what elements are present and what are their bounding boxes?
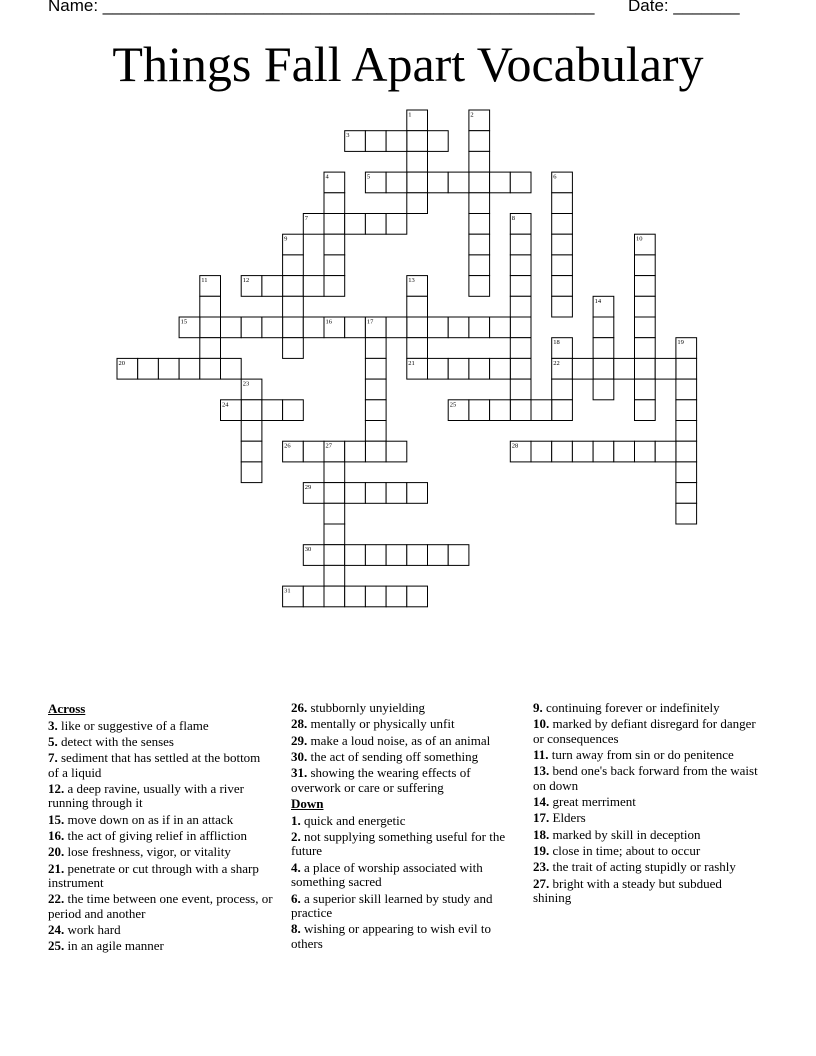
cell-number: 8 <box>511 215 516 222</box>
grid-cell[interactable] <box>262 317 283 338</box>
grid-cell[interactable] <box>655 441 676 462</box>
grid-cell[interactable] <box>510 338 531 359</box>
down-clue <box>533 701 763 716</box>
grid-cell[interactable] <box>552 296 573 317</box>
grid-cell[interactable] <box>200 338 221 359</box>
down-heading: Down <box>291 796 324 812</box>
cell-number: 13 <box>408 277 415 285</box>
cell-number: 5 <box>366 173 371 181</box>
clue-number: 15. <box>48 811 65 827</box>
cell-number: 6 <box>553 173 557 181</box>
clue-number: 8. <box>291 921 301 937</box>
grid-cell[interactable] <box>345 214 366 235</box>
across-clue <box>291 701 516 716</box>
grid-cell[interactable] <box>469 276 490 297</box>
clue-text: detect with the senses <box>61 733 174 749</box>
grid-cell[interactable] <box>655 358 676 379</box>
grid-cell[interactable] <box>324 524 345 545</box>
grid-cell[interactable] <box>324 193 345 214</box>
grid-cell[interactable] <box>531 441 552 462</box>
grid-cell[interactable] <box>365 586 386 607</box>
clue-number: 5. <box>48 733 58 749</box>
clue-number: 13. <box>533 763 550 779</box>
grid-cell[interactable] <box>283 296 304 317</box>
cell-number: 23 <box>242 380 250 388</box>
down-clue <box>533 795 763 810</box>
grid-cell[interactable] <box>365 421 386 442</box>
clue-number: 10. <box>533 716 550 732</box>
grid-cell[interactable] <box>365 400 386 421</box>
clue-text: make a loud noise, as of an animal <box>310 732 491 748</box>
clue-text: bright with a steady but subdued shining <box>533 875 722 906</box>
cell-number: 7 <box>304 215 309 222</box>
cell-number: 29 <box>304 484 312 492</box>
grid-cell[interactable] <box>593 317 614 338</box>
grid-cell[interactable] <box>303 317 324 338</box>
grid-cell[interactable] <box>448 317 469 338</box>
grid-cell[interactable] <box>676 358 697 379</box>
clue-text: the time between one event, process, or period and another <box>48 891 273 921</box>
grid-cell[interactable] <box>241 317 262 338</box>
grid-cell[interactable] <box>345 317 366 338</box>
clue-text: the trait of acting stupidly or rashly <box>552 859 736 875</box>
grid-cell[interactable] <box>510 296 531 317</box>
clue-text: showing the wearing effects of overwork or care or suffering <box>291 765 471 795</box>
grid-cell[interactable] <box>324 462 345 483</box>
across-clue <box>48 751 273 780</box>
clue-number: 26. <box>291 700 308 715</box>
grid-cell[interactable] <box>676 503 697 524</box>
grid-cell[interactable] <box>262 400 283 421</box>
grid-cell[interactable] <box>510 276 531 297</box>
cell-number: 25 <box>449 401 457 409</box>
grid-cell[interactable] <box>676 483 697 504</box>
grid-cell[interactable] <box>593 379 614 400</box>
clue-number: 19. <box>533 843 550 859</box>
grid-cell[interactable] <box>552 193 573 214</box>
grid-cell[interactable] <box>407 172 428 193</box>
clue-text: in an agile manner <box>67 938 164 954</box>
grid-cell[interactable] <box>428 317 449 338</box>
clue-text: continuing forever or indefinitely <box>546 700 720 715</box>
grid-cell[interactable] <box>386 317 407 338</box>
name-field[interactable]: Name: ____________________________________________________ <box>48 0 595 15</box>
grid-cell[interactable] <box>386 172 407 193</box>
grid-cell[interactable] <box>510 379 531 400</box>
clue-number: 21. <box>48 860 65 876</box>
clue-column-3 <box>533 701 763 907</box>
cell-number: 10 <box>636 235 643 243</box>
grid-cell[interactable] <box>365 483 386 504</box>
grid-cell[interactable] <box>407 545 428 566</box>
grid-cell[interactable] <box>303 276 324 297</box>
cell-number: 22 <box>553 359 560 367</box>
grid-cell[interactable] <box>386 131 407 152</box>
clue-number: 9. <box>533 700 543 715</box>
clue-number: 18. <box>533 826 550 842</box>
clue-number: 17. <box>533 810 550 826</box>
clue-text: a place of worship associated with something sacred <box>291 859 483 890</box>
clue-number: 4. <box>291 859 301 875</box>
grid-cell[interactable] <box>283 400 304 421</box>
clue-number: 28. <box>291 716 308 732</box>
cell-number: 15 <box>180 318 188 326</box>
across-clue <box>48 892 273 921</box>
grid-cell[interactable] <box>552 214 573 235</box>
grid-cell[interactable] <box>241 462 262 483</box>
grid-cell[interactable] <box>345 545 366 566</box>
grid-cell[interactable] <box>510 234 531 255</box>
grid-cell[interactable] <box>510 317 531 338</box>
cell-number: 18 <box>553 339 560 347</box>
grid-cell[interactable] <box>200 317 221 338</box>
down-clue <box>533 860 763 875</box>
grid-cell[interactable] <box>469 317 490 338</box>
grid-cell[interactable] <box>490 400 511 421</box>
across-clue <box>48 939 273 954</box>
down-clue <box>291 892 516 921</box>
grid-cell[interactable] <box>510 358 531 379</box>
down-clue <box>291 861 516 890</box>
grid-cell[interactable] <box>676 462 697 483</box>
grid-cell[interactable] <box>283 317 304 338</box>
grid-cell[interactable] <box>324 255 345 276</box>
grid-cell[interactable] <box>469 214 490 235</box>
grid-cell[interactable] <box>365 545 386 566</box>
clue-number: 14. <box>533 794 550 810</box>
grid-cell[interactable] <box>676 379 697 400</box>
grid-cell[interactable] <box>572 358 593 379</box>
grid-cell[interactable] <box>324 276 345 297</box>
grid-cell[interactable] <box>200 358 221 379</box>
grid-cell[interactable] <box>490 317 511 338</box>
grid-cell[interactable] <box>552 234 573 255</box>
across-heading: Across <box>48 701 86 716</box>
clue-text: the act of giving relief in affliction <box>67 827 248 843</box>
clue-number: 30. <box>291 748 308 764</box>
across-clue <box>48 862 273 891</box>
grid-cell[interactable] <box>345 483 366 504</box>
cell-number: 2 <box>470 111 474 119</box>
cell-number: 12 <box>242 277 250 285</box>
down-clue <box>533 811 763 826</box>
clue-text: the act of sending off something <box>310 748 479 764</box>
clue-column-2 <box>291 701 516 953</box>
clue-number: 7. <box>48 750 58 766</box>
across-clue <box>291 734 516 749</box>
grid-cell[interactable] <box>676 400 697 421</box>
grid-cell[interactable] <box>407 193 428 214</box>
clue-text: Elders <box>552 810 586 826</box>
grid-cell[interactable] <box>448 172 469 193</box>
grid-cell[interactable] <box>365 358 386 379</box>
clue-column-1 <box>48 700 273 956</box>
grid-cell[interactable] <box>283 338 304 359</box>
grid-cell[interactable] <box>531 400 552 421</box>
across-clue <box>48 923 273 938</box>
clue-text: quick and energetic <box>304 812 406 828</box>
across-clue <box>48 782 273 811</box>
grid-cell[interactable] <box>386 441 407 462</box>
across-clue <box>48 719 273 734</box>
grid-cell[interactable] <box>635 296 656 317</box>
clue-text: sediment that has settled at the bottom of a liquid <box>48 750 261 780</box>
grid-cell[interactable] <box>469 172 490 193</box>
grid-cell[interactable] <box>510 172 531 193</box>
grid-cell[interactable] <box>324 234 345 255</box>
grid-cell[interactable] <box>324 214 345 235</box>
grid-cell[interactable] <box>614 358 635 379</box>
grid-cell[interactable] <box>469 255 490 276</box>
clue-text: turn away from sin or do penitence <box>551 747 734 763</box>
grid-cell[interactable] <box>345 586 366 607</box>
clue-number: 27. <box>533 875 550 891</box>
grid-cell[interactable] <box>303 586 324 607</box>
cell-number: 19 <box>677 339 684 347</box>
clue-number: 2. <box>291 828 301 844</box>
grid-cell[interactable] <box>324 503 345 524</box>
grid-cell[interactable] <box>324 545 345 566</box>
grid-cell[interactable] <box>200 296 221 317</box>
clue-number: 3. <box>48 717 58 733</box>
clue-number: 23. <box>533 859 550 875</box>
clue-text: not supplying something useful for the future <box>291 828 506 859</box>
grid-cell[interactable] <box>428 358 449 379</box>
grid-cell[interactable] <box>324 586 345 607</box>
grid-cell[interactable] <box>469 193 490 214</box>
down-clue <box>533 748 763 763</box>
grid-cell[interactable] <box>635 276 656 297</box>
grid-cell[interactable] <box>365 131 386 152</box>
grid-cell[interactable] <box>365 214 386 235</box>
cell-number: 16 <box>325 318 332 326</box>
down-clue <box>291 922 516 951</box>
grid-cell[interactable] <box>572 441 593 462</box>
grid-cell[interactable] <box>552 441 573 462</box>
down-clue <box>533 877 763 906</box>
grid-cell[interactable] <box>635 400 656 421</box>
grid-cell[interactable] <box>324 483 345 504</box>
grid-cell[interactable] <box>386 483 407 504</box>
grid-cell[interactable] <box>676 441 697 462</box>
clue-number: 11. <box>533 747 549 763</box>
cell-number: 21 <box>408 359 415 367</box>
across-clue <box>48 813 273 828</box>
across-clue <box>291 750 516 765</box>
grid-cell[interactable] <box>241 441 262 462</box>
clue-number: 12. <box>48 780 65 796</box>
down-clue <box>533 764 763 793</box>
clue-number: 24. <box>48 922 65 938</box>
cell-number: 3 <box>346 132 350 140</box>
grid-cell[interactable] <box>386 586 407 607</box>
grid-cell[interactable] <box>138 358 159 379</box>
clue-number: 29. <box>291 732 308 748</box>
grid-cell[interactable] <box>221 358 242 379</box>
clue-text: marked by skill in deception <box>552 826 701 842</box>
grid-cell[interactable] <box>593 441 614 462</box>
grid-cell[interactable] <box>428 545 449 566</box>
grid-cell[interactable] <box>490 172 511 193</box>
clue-number: 1. <box>291 812 301 828</box>
grid-cell[interactable] <box>635 379 656 400</box>
cell-number: 9 <box>284 235 288 243</box>
grid-cell[interactable] <box>407 296 428 317</box>
grid-cell[interactable] <box>179 358 200 379</box>
clue-number: 31. <box>291 765 308 781</box>
grid-cell[interactable] <box>635 441 656 462</box>
cell-number: 11 <box>201 277 208 285</box>
grid-cell[interactable] <box>510 255 531 276</box>
down-clue <box>533 844 763 859</box>
grid-cell[interactable] <box>407 338 428 359</box>
grid-cell[interactable] <box>221 317 242 338</box>
grid-cell[interactable] <box>635 338 656 359</box>
clue-text: a superior skill learned by study and practice <box>291 890 493 921</box>
grid-cell[interactable] <box>407 317 428 338</box>
grid-cell[interactable] <box>407 483 428 504</box>
grid-cell[interactable] <box>635 255 656 276</box>
clue-text: close in time; about to occur <box>552 843 701 859</box>
across-clue <box>48 845 273 860</box>
grid-cell[interactable] <box>552 379 573 400</box>
grid-cell[interactable] <box>593 338 614 359</box>
down-clue <box>291 830 516 859</box>
grid-cell[interactable] <box>552 276 573 297</box>
grid-cell[interactable] <box>448 545 469 566</box>
grid-cell[interactable] <box>407 151 428 172</box>
grid-cell[interactable] <box>386 214 407 235</box>
grid-cell[interactable] <box>635 358 656 379</box>
grid-cell[interactable] <box>283 255 304 276</box>
cell-number: 26 <box>284 442 291 450</box>
cell-number: 27 <box>325 442 332 450</box>
grid-cell[interactable] <box>676 421 697 442</box>
grid-cell[interactable] <box>448 358 469 379</box>
grid-cell[interactable] <box>303 441 324 462</box>
grid-cell[interactable] <box>365 338 386 359</box>
grid-cell[interactable] <box>428 172 449 193</box>
grid-cell[interactable] <box>469 234 490 255</box>
across-clue <box>291 766 516 795</box>
clue-text: mentally or physically unfit <box>310 716 455 732</box>
cell-number: 14 <box>594 297 602 305</box>
grid-cell[interactable] <box>510 400 531 421</box>
clue-text: stubbornly unyielding <box>310 700 425 715</box>
clue-text: marked by defiant disregard for danger or consequences <box>533 716 756 746</box>
cell-number: 30 <box>304 546 312 554</box>
grid-cell[interactable] <box>345 441 366 462</box>
clue-number: 25. <box>48 938 65 954</box>
down-clue <box>291 814 516 829</box>
across-clue <box>48 735 273 750</box>
clue-text: a deep ravine, usually with a river running through it <box>48 780 245 811</box>
clue-text: like or suggestive of a flame <box>61 717 209 733</box>
clue-number: 16. <box>48 827 65 843</box>
grid-cell[interactable] <box>469 400 490 421</box>
grid-cell[interactable] <box>469 358 490 379</box>
grid-cell[interactable] <box>552 255 573 276</box>
grid-cell[interactable] <box>324 565 345 586</box>
down-clue <box>533 717 763 746</box>
cell-number: 4 <box>325 173 329 181</box>
clue-number: 6. <box>291 890 301 906</box>
grid-cell[interactable] <box>469 131 490 152</box>
date-field[interactable]: Date: _______ <box>628 0 740 15</box>
across-clue <box>48 829 273 844</box>
cell-number: 17 <box>366 318 374 326</box>
grid-cell[interactable] <box>283 276 304 297</box>
clue-text: move down on as if in an attack <box>67 811 234 827</box>
grid-cell[interactable] <box>593 358 614 379</box>
grid-cell[interactable] <box>635 317 656 338</box>
grid-cell[interactable] <box>262 276 283 297</box>
down-clue <box>533 828 763 843</box>
grid-cell[interactable] <box>407 131 428 152</box>
grid-cell[interactable] <box>407 586 428 607</box>
grid-cell[interactable] <box>241 400 262 421</box>
grid-cell[interactable] <box>490 358 511 379</box>
clue-text: great merriment <box>552 794 636 810</box>
page-title: Things Fall Apart Vocabulary <box>112 36 704 92</box>
grid-cell[interactable] <box>241 421 262 442</box>
cell-number: 28 <box>511 442 519 450</box>
across-clue <box>291 717 516 732</box>
grid-cell[interactable] <box>614 441 635 462</box>
clue-text: work hard <box>67 922 121 938</box>
clue-text: wishing or appearing to wish evil to others <box>291 921 492 951</box>
cell-number: 24 <box>222 401 229 409</box>
clue-number: 20. <box>48 844 65 860</box>
grid-cell[interactable] <box>365 379 386 400</box>
grid-cell[interactable] <box>469 151 490 172</box>
grid-cell[interactable] <box>158 358 179 379</box>
cell-number: 1 <box>408 111 412 119</box>
clue-text: bend one's back forward from the waist on down <box>533 763 758 793</box>
clue-text: penetrate or cut through with a sharp instrument <box>48 860 259 891</box>
grid-cell[interactable] <box>386 545 407 566</box>
grid-cell[interactable] <box>428 131 449 152</box>
cell-number: 20 <box>118 359 125 367</box>
clue-number: 22. <box>48 891 65 907</box>
clue-text: lose freshness, vigor, or vitality <box>67 844 231 860</box>
cell-number: 31 <box>284 587 291 595</box>
grid-cell[interactable] <box>552 400 573 421</box>
grid-cell[interactable] <box>365 441 386 462</box>
